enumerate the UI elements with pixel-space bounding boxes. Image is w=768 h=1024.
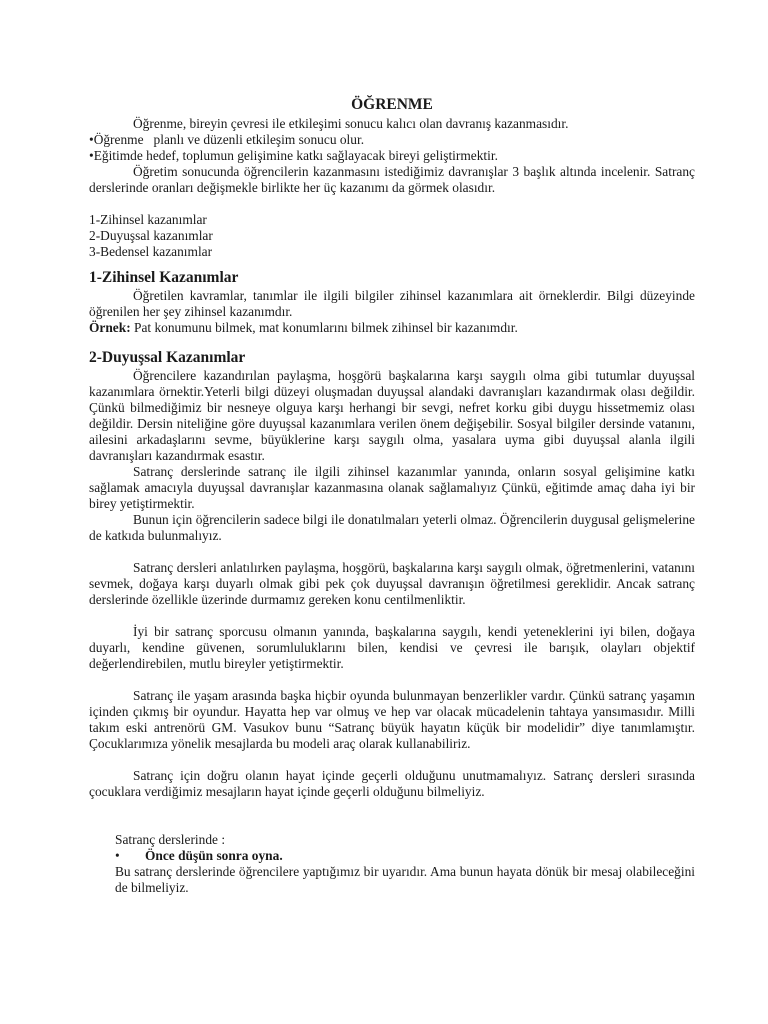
section-heading-duyussal: 2-Duyuşsal Kazanımlar (89, 349, 246, 366)
intro-bullet-2: •Eğitimde hedef, toplumun gelişimine katkı sağlayacak bireyi geliştirmektir. (89, 148, 498, 163)
section2-paragraph-2: Satranç derslerinde satranç ile ilgili zihinsel kazanımlar yanında, onların sosyal gelişimine katkı sağlamak amacıyla duyuşsal davranışlar kazanmasına olanak sağlamalıyız Çünkü, eğitimde amaç daha iyi bir birey yetiştirmektir. (89, 464, 695, 511)
document-page (89, 96, 695, 896)
section2-paragraph-1: Öğrencilere kazandırılan paylaşma, hoşgörü başkalarına karşı saygılı olma gibi tutumlar duyuşsal kazanımlara örnektir.Yeterli bilgi düzeyi oluşmadan duyuşsal alandaki davranışları kazandırmak olası değildir. Çünkü bilmediğimiz bir nesneye olguya karşı herhangi bir sevgi, nefret korku gibi duygu hissetmemiz olası değildir. Dersin niteliğine göre duyuşsal kazanımlara verilen önem değişebilir. Sosyal bilgiler dersinde vatanını, ailesini arkadaşlarını sevme, büyüklerine karşı saygılı olma, yasalara uyma gibi duyuşsal alanla ilgili davranışları kazandırmak esastır. (89, 368, 695, 463)
section1-example (89, 320, 695, 336)
section2-paragraph-3: Bunun için öğrencilerin sadece bilgi ile donatılmaları yeterli olmaz. Öğrencilerin duygusal gelişmelerine de katkıda bulunmalıyız. (89, 512, 695, 543)
section1-paragraph: Öğretilen kavramlar, tanımlar ile ilgili bilgiler zihinsel kazanımlara ait örneklerdir. Bilgi düzeyinde öğrenilen her şey zihinsel kazanımdır. (89, 288, 695, 319)
section2-paragraph-6: Satranç ile yaşam arasında başka hiçbir oyunda bulunmayan benzerlikler vardır. Çünkü satranç yaşamın içinden çıkmış bir oyundur. Hayatta hep var olmuş ve hep var olacak mücadelenin tahtaya yansımasıdır. Milli takım eski antrenörü GM. Vasukov bunu “Satranç büyük hayatın küçük bir modelidir” diye tanımlamıştır. Çocuklarımıza yönelik mesajlarda bu modeli araç olarak kullanabiliriz. (89, 688, 695, 751)
intro-bullet-1: •Öğrenme planlı ve düzenli etkileşim sonucu olur. (89, 132, 365, 147)
bullet-icon: • (115, 848, 120, 863)
spacer (89, 752, 695, 768)
section2-paragraph-7: Satranç için doğru olanın hayat içinde geçerli olduğunu unutmamalıyız. Satranç dersleri sırasında çocuklara verdiğimiz mesajların hayat içinde geçerli olduğunu bilmeliyiz. (89, 768, 695, 799)
closing-intro: Satranç derslerinde : (115, 832, 226, 847)
section2-paragraph-5: İyi bir satranç sporcusu olmanın yanında, başkalarına saygılı, kendi yeteneklerini iyi bilen, doğaya duyarlı, kendine güvenen, sorumluluklarını bilen, kendisi ve çevresi ile barışık, olayları objektif değerlendirebilen, mutlu bireyler yetiştirmektir. (89, 624, 695, 671)
list-item: 2-Duyuşsal kazanımlar (89, 228, 213, 243)
spacer (89, 544, 695, 560)
section2-paragraph-4: Satranç dersleri anlatılırken paylaşma, hoşgörü, başkalarına karşı saygılı olmak, öğretmenlerini, vatanını sevmek, doğaya karşı duyarlı olmak gibi pek çok duyuşsal davranışın öğretilmesi gereklidir. Ancak satranç derslerinde özellikle üzerinde durmamız gereken konu centilmenliktir. (89, 560, 695, 607)
closing-block (115, 832, 695, 896)
spacer (89, 608, 695, 624)
section-heading-zihinsel: 1-Zihinsel Kazanımlar (89, 269, 239, 286)
closing-bullet (115, 848, 695, 864)
spacer (89, 800, 695, 832)
intro-paragraph: Öğretim sonucunda öğrencilerin kazanmasını istediğimiz davranışlar 3 başlık altında incelenir. Satranç derslerinde oranları değişmekle birlikte her üç kazanımı da görmek olasıdır. (89, 164, 695, 195)
example-text: Pat konumunu bilmek, mat konumlarını bilmek zihinsel bir kazanımdır. (130, 320, 518, 335)
list-item: 1-Zihinsel kazanımlar (89, 212, 207, 227)
closing-text: Bu satranç derslerinde öğrencilere yaptığımız bir uyarıdır. Ama bunun hayata dönük bir mesaj olabileceğini de bilmeliyiz. (115, 864, 695, 895)
example-label: Örnek: (89, 320, 131, 335)
list-item: 3-Bedensel kazanımlar (89, 244, 213, 259)
closing-bullet-text: Önce düşün sonra oyna. (145, 848, 283, 863)
intro-definition: Öğrenme, bireyin çevresi ile etkileşimi sonucu kalıcı olan davranış kazanmasıdır. (133, 116, 569, 131)
spacer (89, 672, 695, 688)
page-title: ÖĞRENME (351, 96, 433, 113)
spacer (89, 196, 695, 212)
